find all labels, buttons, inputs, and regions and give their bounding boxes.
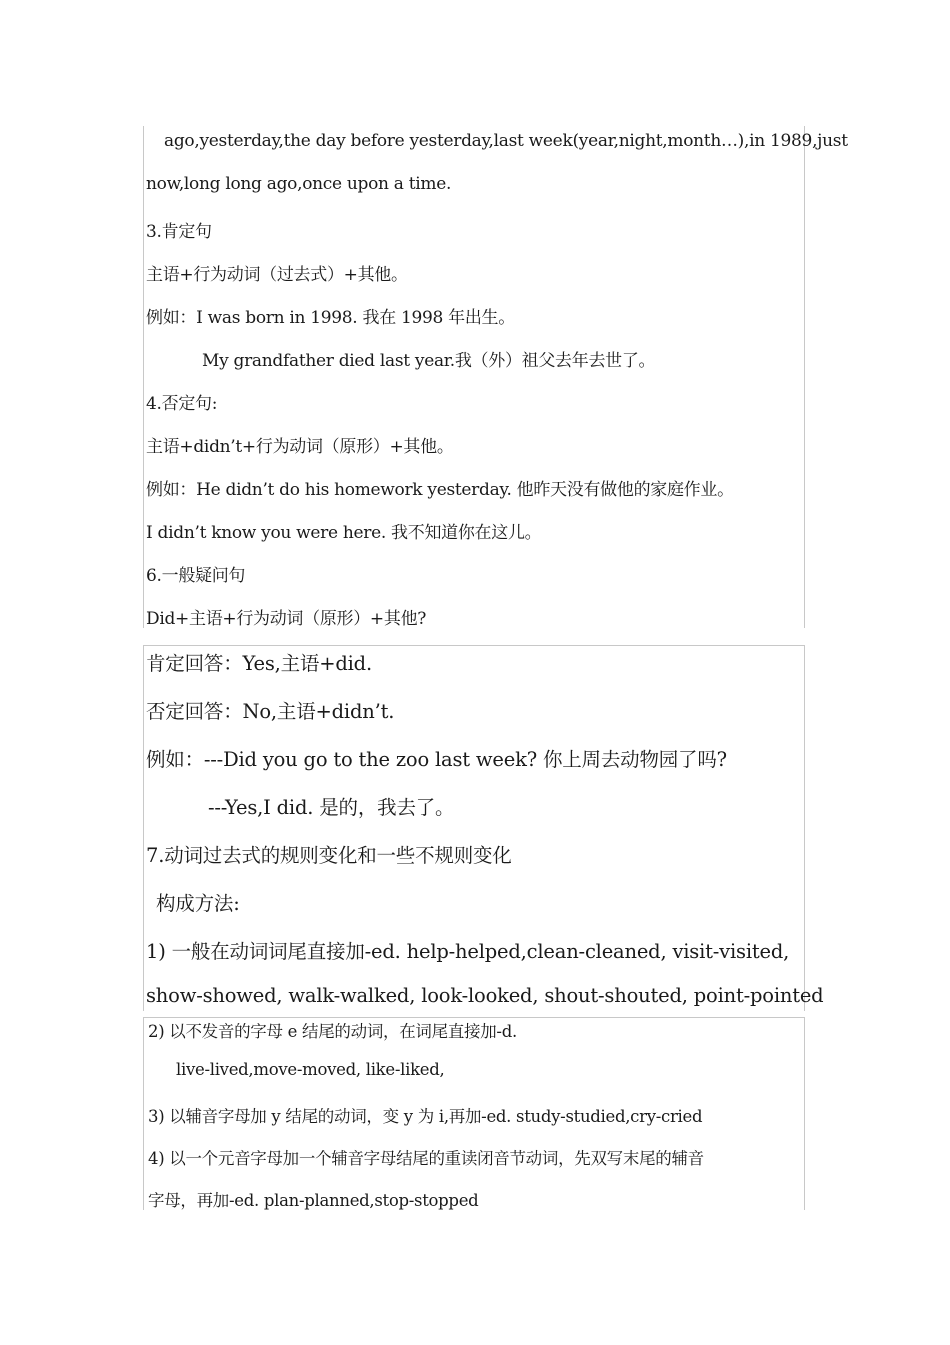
affirmative-formula: 主语+行为动词（过去式）+其他。	[146, 265, 408, 285]
question-formula: Did+主语+行为动词（原形）+其他?	[146, 609, 427, 629]
content-block-3	[143, 1017, 805, 1210]
negative-answer: 否定回答：No,主语+didn’t.	[146, 700, 395, 723]
section-heading-verb-forms: 7.动词过去式的规则变化和一些不规则变化	[146, 844, 512, 867]
rule-1: 1) 一般在动词词尾直接加-ed. help-helped,clean-cleaned, visit-visited,	[146, 940, 790, 963]
question-example-1: 例如：---Did you go to the zoo last week? 你上周去动物园了吗?	[146, 748, 727, 771]
negative-example-1: 例如：He didn’t do his homework yesterday. 他昨天没有做他的家庭作业。	[146, 480, 734, 500]
affirmative-example-1: 例如：I was born in 1998. 我在 1998 年出生。	[146, 308, 515, 328]
section-heading-affirmative: 3.肯定句	[146, 222, 212, 242]
formation-methods-label: 构成方法:	[156, 892, 240, 915]
content-block-2	[143, 645, 824, 1011]
time-expressions-line-2: now,long long ago,once upon a time.	[146, 174, 452, 194]
question-example-2: ---Yes,I did. 是的，我去了。	[208, 796, 455, 819]
rule-2-examples: live-lived,move-moved, like-liked,	[176, 1060, 445, 1079]
rule-2: 2) 以不发音的字母 e 结尾的动词，在词尾直接加-d.	[148, 1022, 517, 1041]
rule-4-examples: 字母，再加-ed. plan-planned,stop-stopped	[148, 1191, 479, 1210]
negative-example-2: I didn’t know you were here. 我不知道你在这儿。	[146, 523, 542, 543]
section-heading-negative: 4.否定句:	[146, 394, 218, 414]
rule-3: 3) 以辅音字母加 y 结尾的动词，变 y 为 i,再加-ed. study-studied,cry-cried	[148, 1107, 703, 1126]
positive-answer: 肯定回答：Yes,主语+did.	[146, 652, 372, 675]
content-block-1	[143, 126, 848, 629]
rule-1-examples: show-showed, walk-walked, look-looked, shout-shouted, point-pointed	[146, 984, 824, 1007]
time-expressions-line-1: ago,yesterday,the day before yesterday,last week(year,night,month…),in 1989,just	[164, 131, 848, 151]
negative-formula: 主语+didn’t+行为动词（原形）+其他。	[146, 437, 454, 457]
affirmative-example-2: My grandfather died last year.我（外）祖父去年去世了。	[202, 351, 656, 371]
rule-4: 4) 以一个元音字母加一个辅音字母结尾的重读闭音节动词，先双写末尾的辅音	[148, 1149, 704, 1168]
section-heading-question: 6.一般疑问句	[146, 566, 246, 586]
